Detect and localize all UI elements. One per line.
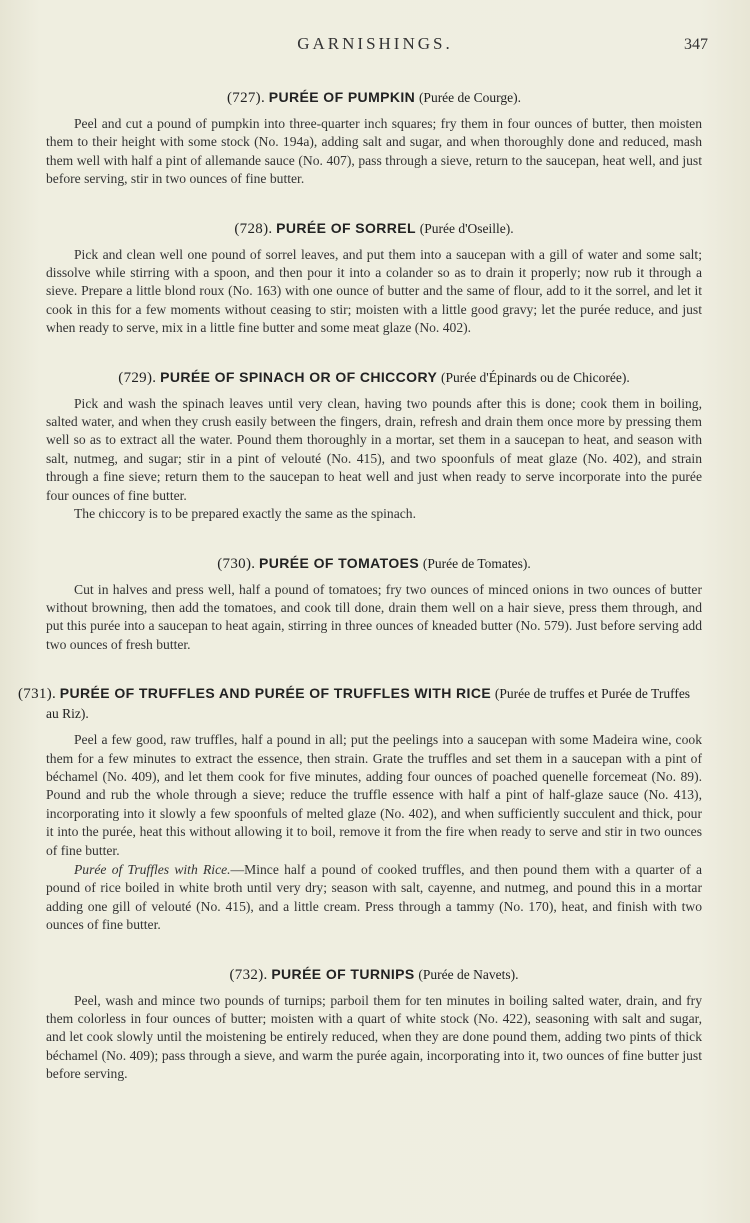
page-number: 347 [684, 36, 708, 53]
recipe-heading [46, 368, 702, 388]
recipe-heading [18, 684, 702, 724]
recipe-heading [46, 554, 702, 574]
recipe-title: PURÉE OF PUMPKIN [268, 89, 416, 105]
recipe-title: PURÉE OF TOMATOES [259, 554, 420, 571]
recipe-number: (727). [226, 90, 266, 106]
recipe-number: (729). [118, 369, 157, 386]
recipe-french-title: (Purée de Courge). [418, 90, 522, 105]
recipe-title: PURÉE OF TURNIPS [271, 965, 415, 982]
recipe-731 [18, 684, 702, 934]
page-header [0, 34, 750, 56]
recipe-paragraph: Pick and wash the spinach leaves until very clean, having two pounds after this is done; cook them in boiling, salted water, and when they crush easily between the fingers, drain, refresh and drain them once more by pressing them well so as to extract all the water. Pound them thoroughly in a mortar, set them in a saucepan to heat, and season with salt, nutmeg, and sugar; stir in a pint of velouté (No. 415), and two spoonfuls of meat glaze (No. 402), and strain through a fine sieve; return them to the saucepan to heat well and just when ready to serve incorporate into the purée four ounces of fine butter. [46, 395, 702, 503]
recipe-french-title: (Purée d'Épinards ou de Chicorée). [440, 369, 630, 385]
recipe-title: PURÉE OF SORREL [276, 219, 416, 236]
recipe-number: (731). [18, 686, 57, 703]
recipe-paragraph: Pick and clean well one pound of sorrel leaves, and put them into a saucepan with a gill of water and some salt; dissolve while stirring with a spoon, and then pour it into a colander so as to drain it properly; now rub it through a sieve. Prepare a little blond roux (No. 163) with one ounce of butter and the same of flour, add to it the sorrel, and let it cook in this for a few moments without ceasing to stir; moisten with a little good gravy; let the purée reduce, and just when ready to serve, mix in a little fine butter and some meat glaze (No. 402). [46, 246, 702, 336]
recipe-paragraph: Peel and cut a pound of pumpkin into three-quarter inch squares; fry them in four ounces of butter, then moisten them to their height with some stock (No. 194a), adding salt and sugar, and when thoroughly done and reduced, mash them well with half a pint of allemande sauce (No. 407), pass through a sieve, return to the saucepan, heat well, and just before serving, stir in two ounces of fine butter. [46, 116, 702, 187]
recipe-heading [46, 219, 702, 239]
subsection-text: —Mince half a pound of cooked truffles, and then pound them with a quarter of a pound of rice boiled in white broth until very dry; season with salt, cayenne, and nutmeg, and pound this in a mortar adding one gill of velouté (No. 415), and a little cream. Press through a tammy (No. 170), heat, and finish with two ounces of fine butter. [46, 861, 702, 933]
recipe-727 [46, 88, 702, 189]
recipe-number: (732). [229, 966, 268, 983]
recipe-french-title: (Purée d'Oseille). [419, 220, 514, 236]
recipe-title: PURÉE OF TRUFFLES AND PURÉE OF TRUFFLES WITH RICE [59, 685, 492, 702]
recipe-french-title: (Purée de Tomates). [422, 555, 531, 571]
recipe-paragraph: Peel a few good, raw truffles, half a pound in all; put the peelings into a saucepan with some Madeira wine, cook them for a few minutes to extract the essence, then strain. Grate the truffles and set them in a saucepan with a pint of béchamel (No. 409), and let them cook for five minutes, adding four ounces of poached quenelle forcemeat (No. 89). Pound and rub the whole through a sieve; reduce the truffle essence with half a pint of half-glaze sauce (No. 413), incorporating into it slowly a few spoonfuls of melted glaze (No. 402), and when sufficiently succulent and thick, pour it into the purée, heat this without allowing it to boil, remove it from the fire when ready to serve and stir in two ounces of fine butter. [46, 732, 702, 858]
recipe-subsection [46, 861, 702, 935]
recipe-732 [46, 965, 702, 1084]
recipe-paragraph: Peel, wash and mince two pounds of turnips; parboil them for ten minutes in boiling salted water, drain, and fry them colorless in four ounces of butter; moisten with a quart of white stock (No. 422), seasoning with salt and sugar, and let cook slowly until the moistening be entirely reduced, when they are done pound them, adding two pints of thick béchamel (No. 409); pass through a sieve, and warm the purée again, incorporating into it, two ounces of fine butter just before serving. [46, 992, 702, 1082]
recipe-french-title: (Purée de truffes et Purée de Truffes au Riz). [46, 686, 691, 722]
recipe-paragraph: Cut in halves and press well, half a pound of tomatoes; fry two ounces of minced onions in two ounces of butter without browning, then add the tomatoes, and cook till done, drain them well on a hair sieve, press them through, and put this purée into a saucepan to heat again, stirring in three ounces of kneaded butter (No. 579). Just before serving add two ounces of fresh butter. [46, 581, 702, 652]
recipe-french-title: (Purée de Navets). [418, 966, 519, 982]
recipe-number: (728). [234, 220, 273, 237]
subsection-title: Purée of Truffles with Rice. [74, 861, 231, 877]
recipe-728 [46, 219, 702, 338]
recipe-729 [46, 368, 702, 524]
recipe-heading [46, 965, 702, 985]
page-content [18, 88, 702, 1084]
recipe-title: PURÉE OF SPINACH OR OF CHICCORY [160, 368, 438, 385]
recipe-number: (730). [217, 555, 256, 572]
running-head: GARNISHINGS. [297, 34, 453, 53]
recipe-heading [46, 88, 702, 108]
recipe-paragraph: The chiccory is to be prepared exactly the same as the spinach. [74, 506, 416, 522]
recipe-730 [46, 554, 702, 655]
